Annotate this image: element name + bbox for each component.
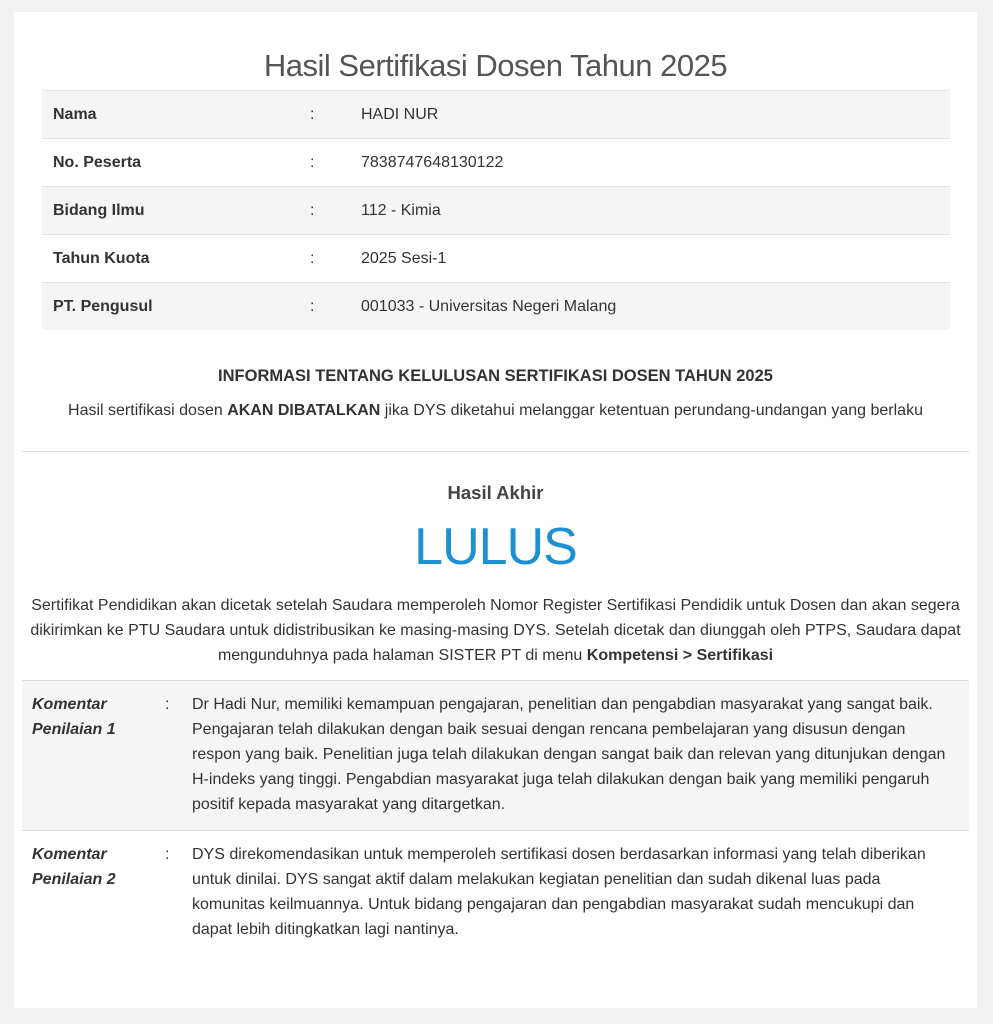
certificate-note [22, 593, 969, 668]
comment-text: DYS direkomendasikan untuk memperoleh sertifikasi dosen berdasarkan informasi yang telah diberikan untuk dinilai. DYS sangat aktif dalam melakukan kegiatan penelitian dan sudah dikenal luas pada komunitas keilmuannya. Untuk bidang pengajaran dan pengabdian masyarakat sudah mencukupi dan dapat lebih ditingkatkan lagi nantinya. [192, 846, 926, 938]
comment-label [22, 842, 142, 942]
comment-label-line1: Komentar [32, 696, 107, 713]
info-row-no-peserta [42, 139, 950, 187]
result-card [14, 12, 977, 1008]
page-title: Hasil Sertifikasi Dosen Tahun 2025 [263, 48, 728, 83]
info-row-bidang-ilmu [42, 187, 950, 235]
info-label: Bidang Ilmu [42, 187, 310, 235]
comment-colon: : [165, 846, 170, 863]
comment-label-line2: Penilaian 1 [32, 721, 116, 738]
info-value: 2025 Sesi-1 [361, 235, 950, 283]
info-colon: : [310, 235, 361, 283]
info-value: HADI NUR [361, 91, 950, 139]
info-colon: : [310, 187, 361, 235]
announcement-text-after: jika DYS diketahui melanggar ketentuan perundang-undangan yang berlaku [380, 402, 923, 419]
info-label: PT. Pengusul [42, 283, 310, 331]
section-divider [22, 451, 969, 452]
comment-label-line1: Komentar [32, 846, 107, 863]
comment-colon: : [165, 696, 170, 713]
certificate-menu-path: Kompetensi > Sertifikasi [586, 647, 774, 664]
certificate-note-text: Sertifikat Pendidikan akan dicetak setelah Saudara memperoleh Nomor Register Sertifikasi Pendidik untuk Dosen dan akan segera dikirimkan ke PTU Saudara untuk didistribusikan ke masing-masing DYS. Setelah dicetak dan diunggah oleh PTPS, Saudara dapat mengunduhnya pada halaman SISTER PT di menu [30, 597, 961, 664]
comment-row-2 [22, 830, 969, 955]
info-label: Tahun Kuota [42, 235, 310, 283]
announcement-text [14, 402, 977, 420]
comment-text: Dr Hadi Nur, memiliki kemampuan pengajaran, penelitian dan pengabdian masyarakat yang sangat baik. Pengajaran telah dilakukan dengan baik sesuai dengan rencana pembelajaran yang disusun dengan respon yang baik. Penelitian juga telah dilakukan dengan sangat baik dan relevan yang ditunjukan dengan H-indeks yang tinggi. Pengabdian masyarakat juga telah dilakukan dengan baik yang memiliki pengaruh positif kepada masyarakat yang ditargetkan. [192, 696, 946, 813]
announcement-title: INFORMASI TENTANG KELULUSAN SERTIFIKASI DOSEN TAHUN 2025 [218, 367, 773, 385]
final-result-value: LULUS [414, 518, 577, 576]
info-label: Nama [42, 91, 310, 139]
info-value: 7838747648130122 [361, 139, 950, 187]
comment-label [22, 692, 142, 817]
info-colon: : [310, 139, 361, 187]
info-label: No. Peserta [42, 139, 310, 187]
info-colon: : [310, 283, 361, 331]
info-row-nama [42, 91, 950, 139]
info-row-tahun-kuota [42, 235, 950, 283]
info-row-pt-pengusul [42, 283, 950, 331]
final-result-label: Hasil Akhir [447, 482, 544, 503]
comment-label-line2: Penilaian 2 [32, 871, 116, 888]
participant-info-table [42, 90, 950, 330]
info-value: 001033 - Universitas Negeri Malang [361, 283, 950, 331]
comments-section [22, 680, 969, 955]
info-value: 112 - Kimia [361, 187, 950, 235]
announcement-text-bold: AKAN DIBATALKAN [227, 402, 381, 419]
comment-row-1 [22, 680, 969, 830]
announcement-text-before: Hasil sertifikasi dosen [68, 402, 228, 419]
info-colon: : [310, 91, 361, 139]
